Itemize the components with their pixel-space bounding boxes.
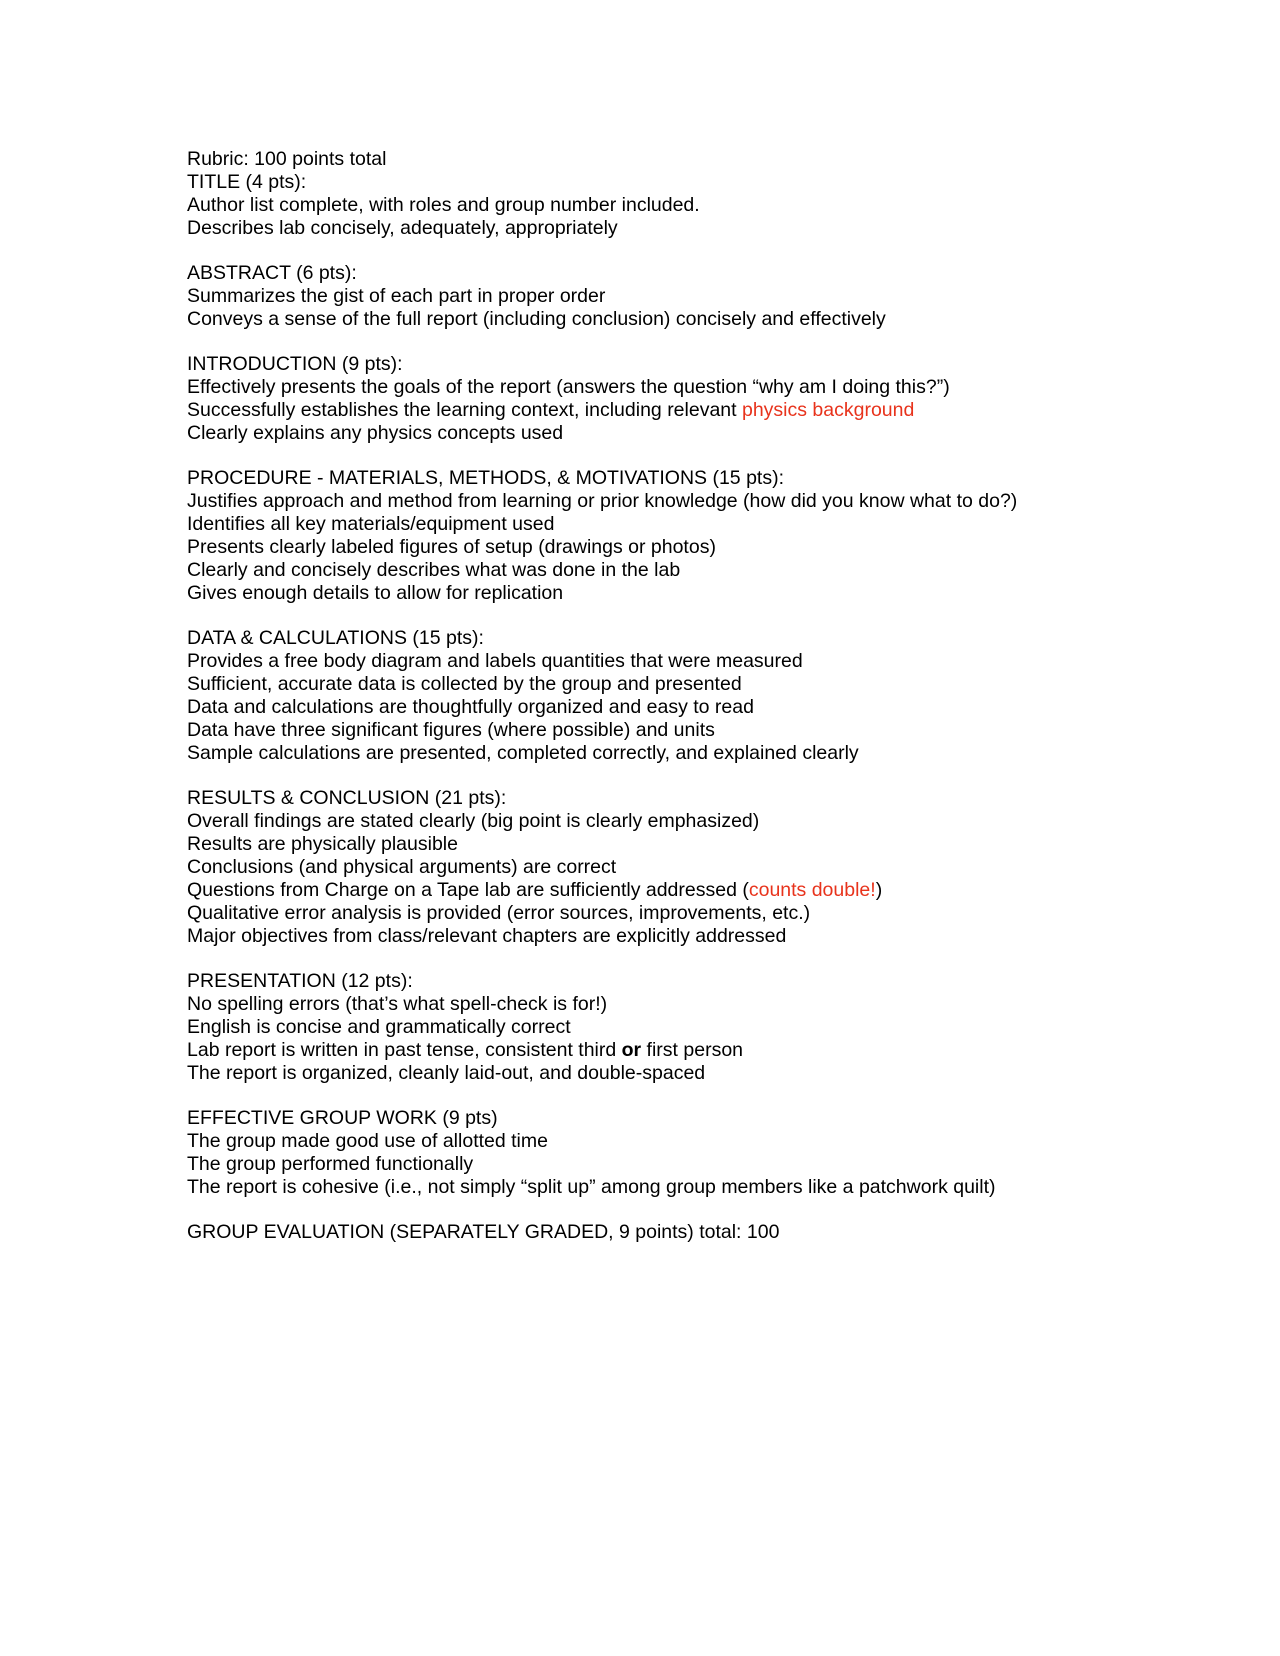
- group-evaluation-total: GROUP EVALUATION (SEPARATELY GRADED, 9 points) total: 100: [187, 1221, 780, 1243]
- criterion-item: The group made good use of allotted time: [187, 1130, 548, 1152]
- criterion-item: [187, 399, 1187, 422]
- group-work-section: [187, 1107, 1187, 1199]
- criterion-item: Justifies approach and method from learning or prior knowledge (how did you know what to do?): [187, 490, 1018, 512]
- criterion-item: Overall findings are stated clearly (big point is clearly emphasized): [187, 810, 760, 832]
- criterion-item: Summarizes the gist of each part in proper order: [187, 285, 606, 307]
- introduction-section: [187, 353, 1187, 445]
- criterion-item: Data have three significant figures (where possible) and units: [187, 719, 715, 741]
- criterion-text-suffix: first person: [641, 1039, 744, 1061]
- highlight-counts-double: counts double!: [748, 879, 876, 901]
- rubric-document: [187, 148, 1187, 1244]
- section-heading: DATA & CALCULATIONS (15 pts):: [187, 627, 484, 649]
- criterion-text: Lab report is written in past tense, consistent third: [187, 1039, 622, 1061]
- criterion-item: Major objectives from class/relevant chapters are explicitly addressed: [187, 925, 787, 947]
- criterion-item: Author list complete, with roles and group number included.: [187, 194, 700, 216]
- rubric-total: Rubric: 100 points total: [187, 148, 387, 170]
- presentation-section: [187, 970, 1187, 1085]
- section-heading: EFFECTIVE GROUP WORK (9 pts): [187, 1107, 498, 1129]
- criterion-item: English is concise and grammatically correct: [187, 1016, 571, 1038]
- criterion-item: Qualitative error analysis is provided (error sources, improvements, etc.): [187, 902, 811, 924]
- criterion-item: [187, 879, 1187, 902]
- title-section: [187, 171, 1187, 240]
- criterion-item: Describes lab concisely, adequately, appropriately: [187, 217, 618, 239]
- criterion-item: Conclusions (and physical arguments) are correct: [187, 856, 617, 878]
- criterion-item: Gives enough details to allow for replication: [187, 582, 564, 604]
- criterion-item: Data and calculations are thoughtfully organized and easy to read: [187, 696, 754, 718]
- criterion-item: Conveys a sense of the full report (including conclusion) concisely and effectively: [187, 308, 886, 330]
- procedure-section: [187, 467, 1187, 605]
- criterion-item: Presents clearly labeled figures of setup (drawings or photos): [187, 536, 716, 558]
- section-heading: PROCEDURE - MATERIALS, METHODS, & MOTIVATIONS (15 pts):: [187, 467, 784, 489]
- criterion-item: The report is cohesive (i.e., not simply “split up” among group members like a patchwork quilt): [187, 1176, 996, 1198]
- criterion-item: No spelling errors (that’s what spell-check is for!): [187, 993, 608, 1015]
- results-conclusion-section: [187, 787, 1187, 948]
- abstract-section: [187, 262, 1187, 331]
- criterion-item: The report is organized, cleanly laid-out, and double-spaced: [187, 1062, 706, 1084]
- criterion-item: Identifies all key materials/equipment used: [187, 513, 555, 535]
- criterion-item: Clearly explains any physics concepts used: [187, 422, 564, 444]
- criterion-item: Sufficient, accurate data is collected by the group and presented: [187, 673, 742, 695]
- bold-or: or: [621, 1039, 642, 1061]
- criterion-item: [187, 1039, 1187, 1062]
- highlight-physics-background: physics background: [741, 399, 915, 421]
- section-heading: INTRODUCTION (9 pts):: [187, 353, 403, 375]
- criterion-item: The group performed functionally: [187, 1153, 474, 1175]
- criterion-text: Questions from Charge on a Tape lab are sufficiently addressed (: [187, 879, 749, 901]
- criterion-text: Successfully establishes the learning context, including relevant: [187, 399, 742, 421]
- criterion-item: Results are physically plausible: [187, 833, 458, 855]
- criterion-text-suffix: ): [875, 879, 883, 901]
- criterion-item: Sample calculations are presented, completed correctly, and explained clearly: [187, 742, 859, 764]
- section-heading: PRESENTATION (12 pts):: [187, 970, 413, 992]
- criterion-item: Provides a free body diagram and labels quantities that were measured: [187, 650, 803, 672]
- section-heading: TITLE (4 pts):: [187, 171, 307, 193]
- criterion-item: Clearly and concisely describes what was done in the lab: [187, 559, 681, 581]
- section-heading: RESULTS & CONCLUSION (21 pts):: [187, 787, 507, 809]
- section-heading: ABSTRACT (6 pts):: [187, 262, 357, 284]
- data-calculations-section: [187, 627, 1187, 765]
- criterion-item: Effectively presents the goals of the report (answers the question “why am I doing this?”): [187, 376, 950, 398]
